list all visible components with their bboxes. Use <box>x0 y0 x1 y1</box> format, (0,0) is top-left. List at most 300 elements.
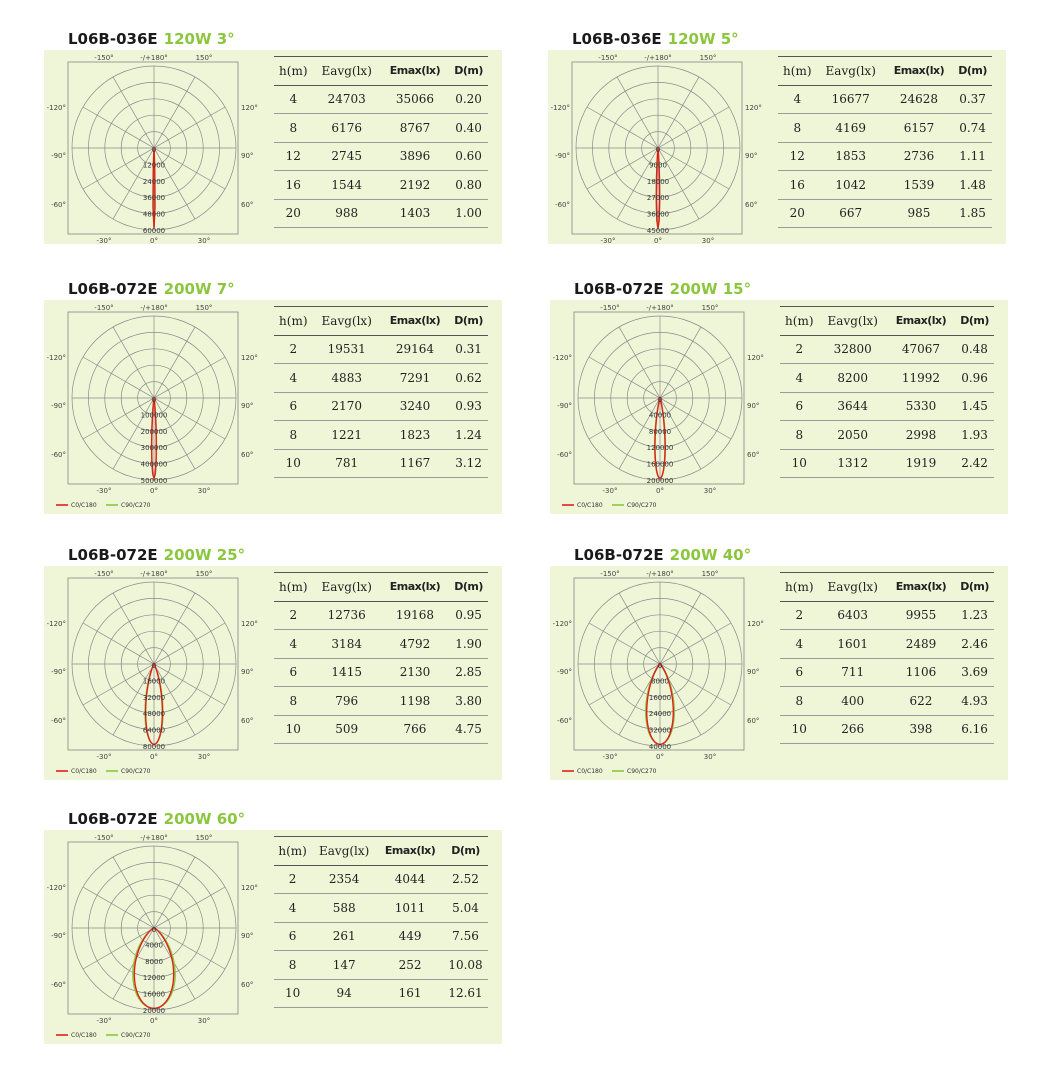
table-row <box>274 171 488 200</box>
column-header: D(m) <box>449 307 488 336</box>
model-name: L06B-072E <box>68 546 158 564</box>
table-cell: 3184 <box>313 630 381 659</box>
table-cell: 6403 <box>819 601 887 630</box>
table-cell: 10 <box>274 715 313 744</box>
table-cell: 1.85 <box>953 199 992 228</box>
angle-label: -/+180° <box>140 834 168 842</box>
block-title <box>574 546 751 568</box>
table-cell: 24703 <box>313 85 381 114</box>
angle-label: -90° <box>51 668 66 676</box>
angle-label: -120° <box>550 104 570 112</box>
table-cell: 1.93 <box>955 421 994 450</box>
table-header-row <box>780 573 994 602</box>
table-cell: 1167 <box>381 449 449 478</box>
table-cell: 1853 <box>817 142 885 171</box>
table-cell: 4 <box>778 85 817 114</box>
angle-label: 60° <box>241 451 254 459</box>
table-cell: 1403 <box>381 199 449 228</box>
angle-label: 90° <box>241 152 254 160</box>
ring-value-label: 8000 <box>651 677 669 686</box>
table-cell: 2745 <box>313 142 381 171</box>
table-cell: 8200 <box>819 364 887 393</box>
table-cell: 4792 <box>381 630 449 659</box>
angle-label: -90° <box>557 402 572 410</box>
angle-label: 0° <box>150 753 158 761</box>
angle-label: -150° <box>94 54 114 62</box>
ring-value-label: 16000 <box>648 693 672 702</box>
table-cell: 8767 <box>381 114 449 143</box>
model-name: L06B-036E <box>68 30 158 48</box>
polar-diagram <box>44 300 274 514</box>
column-header: Emax(lx) <box>381 57 449 86</box>
table-cell: 4 <box>780 630 819 659</box>
table-cell: 1.00 <box>449 199 488 228</box>
table-row <box>778 171 992 200</box>
angle-label: 30° <box>197 237 211 244</box>
angle-label: 30° <box>701 237 715 244</box>
table-cell: 400 <box>819 687 887 716</box>
column-header: D(m) <box>955 307 994 336</box>
table-cell: 6 <box>274 392 313 421</box>
table-cell: 449 <box>377 922 443 951</box>
legend-label-c90: C90/C270 <box>627 768 657 775</box>
ring-value-label: 0 <box>151 146 157 154</box>
table-row <box>780 658 994 687</box>
table-cell: 3644 <box>819 392 887 421</box>
table-cell: 6176 <box>313 114 381 143</box>
column-header: h(m) <box>274 307 313 336</box>
column-header: Emax(lx) <box>381 573 449 602</box>
polar-diagram <box>44 830 274 1044</box>
table-cell: 2.85 <box>449 658 488 687</box>
chart-legend <box>56 1032 151 1039</box>
table-cell: 398 <box>887 715 955 744</box>
angle-label: 120° <box>747 620 764 628</box>
angle-label: -60° <box>557 717 572 725</box>
table-cell: 6157 <box>885 114 953 143</box>
photometric-block <box>44 810 502 1042</box>
table-cell: 6 <box>274 658 313 687</box>
angle-label: -/+180° <box>644 54 672 62</box>
column-header: Eavg(lx) <box>313 307 381 336</box>
angle-label: 30° <box>703 753 717 761</box>
table-cell: 47067 <box>887 335 955 364</box>
table-cell: 2130 <box>381 658 449 687</box>
table-cell: 0.74 <box>953 114 992 143</box>
table-row <box>780 601 994 630</box>
ring-value-label: 45000 <box>646 227 670 235</box>
table-cell: 94 <box>311 979 377 1008</box>
model-name: L06B-072E <box>574 546 664 564</box>
angle-label: -150° <box>94 570 114 578</box>
table-cell: 2489 <box>887 630 955 659</box>
ring-value-label: 4000 <box>145 941 163 950</box>
chart-panel <box>550 566 1008 780</box>
ring-value-label: 40000 <box>648 411 672 420</box>
ring-value-label: 24000 <box>142 177 166 186</box>
column-header: Emax(lx) <box>885 57 953 86</box>
column-header: Eavg(lx) <box>311 837 377 866</box>
block-title <box>68 546 245 568</box>
table-cell: 12 <box>274 142 313 171</box>
block-title <box>574 280 751 302</box>
table-cell: 5.04 <box>443 894 488 923</box>
table-cell: 2.46 <box>955 630 994 659</box>
angle-label: 60° <box>747 717 760 725</box>
ring-value-label: 0 <box>151 926 157 934</box>
ring-value-label: 24000 <box>648 710 672 719</box>
table-cell: 3.80 <box>449 687 488 716</box>
table-cell: 4 <box>274 630 313 659</box>
chart-legend <box>562 768 657 775</box>
angle-label: -30° <box>600 237 616 244</box>
angle-label: -120° <box>552 620 572 628</box>
table-cell: 781 <box>313 449 381 478</box>
table-row <box>274 894 488 923</box>
table-row <box>274 630 488 659</box>
ring-value-label: 0 <box>655 146 661 154</box>
angle-label: 0° <box>150 1017 158 1025</box>
angle-label: 60° <box>747 451 760 459</box>
angle-label: -150° <box>94 304 114 312</box>
table-cell: 1.24 <box>449 421 488 450</box>
column-header: h(m) <box>778 57 817 86</box>
angle-label: 150° <box>195 54 213 62</box>
model-name: L06B-072E <box>68 280 158 298</box>
legend-label-c0: C0/C180 <box>577 502 603 509</box>
table-cell: 10 <box>274 449 313 478</box>
angle-label: -/+180° <box>140 54 168 62</box>
table-cell: 8 <box>274 951 311 980</box>
angle-label: 30° <box>703 487 717 495</box>
ring-value-label: 60000 <box>142 227 166 235</box>
table-cell: 711 <box>819 658 887 687</box>
ring-value-label: 160000 <box>646 460 674 469</box>
table-cell: 2 <box>274 601 313 630</box>
table-cell: 509 <box>313 715 381 744</box>
model-name: L06B-072E <box>574 280 664 298</box>
photometric-block <box>44 30 502 262</box>
table-cell: 1042 <box>817 171 885 200</box>
table-header-row <box>778 57 992 86</box>
table-cell: 4 <box>274 894 311 923</box>
ring-value-label: 200000 <box>646 477 674 485</box>
table-cell: 1106 <box>887 658 955 687</box>
table-cell: 1198 <box>381 687 449 716</box>
table-cell: 3.69 <box>955 658 994 687</box>
table-row <box>274 951 488 980</box>
angle-label: 150° <box>195 570 213 578</box>
angle-label: 0° <box>654 237 662 244</box>
illuminance-table <box>274 306 488 478</box>
table-cell: 4.75 <box>449 715 488 744</box>
chart-panel <box>44 566 502 780</box>
table-cell: 985 <box>885 199 953 228</box>
angle-label: -/+180° <box>140 304 168 312</box>
table-cell: 1.45 <box>955 392 994 421</box>
table-cell: 5330 <box>887 392 955 421</box>
ring-value-label: 80000 <box>648 427 672 436</box>
ring-value-label: 20000 <box>142 1007 166 1015</box>
angle-label: 150° <box>195 304 213 312</box>
table-cell: 0.37 <box>953 85 992 114</box>
column-header: h(m) <box>780 307 819 336</box>
table-cell: 147 <box>311 951 377 980</box>
table-row <box>274 85 488 114</box>
table-cell: 2 <box>780 335 819 364</box>
ring-value-label: 48000 <box>142 210 166 219</box>
table-cell: 19531 <box>313 335 381 364</box>
table-cell: 9955 <box>887 601 955 630</box>
block-title <box>572 30 739 52</box>
table-cell: 0.60 <box>449 142 488 171</box>
table-cell: 252 <box>377 951 443 980</box>
table-cell: 8 <box>780 421 819 450</box>
table-cell: 622 <box>887 687 955 716</box>
angle-label: -150° <box>600 570 620 578</box>
table-row <box>778 85 992 114</box>
angle-label: -90° <box>51 402 66 410</box>
angle-label: -150° <box>600 304 620 312</box>
angle-label: -/+180° <box>646 304 674 312</box>
column-header: Eavg(lx) <box>313 573 381 602</box>
ring-value-label: 16000 <box>142 990 166 999</box>
polar-diagram <box>550 300 780 514</box>
chart-legend <box>56 502 151 509</box>
table-cell: 588 <box>311 894 377 923</box>
table-cell: 4 <box>780 364 819 393</box>
table-cell: 2 <box>274 865 311 894</box>
angle-label: -60° <box>557 451 572 459</box>
legend-label-c0: C0/C180 <box>71 768 97 775</box>
angle-label: 120° <box>241 354 258 362</box>
angle-label: -120° <box>46 104 66 112</box>
table-row <box>780 421 994 450</box>
table-cell: 6.16 <box>955 715 994 744</box>
table-row <box>778 142 992 171</box>
table-cell: 1.11 <box>953 142 992 171</box>
ring-value-label: 40000 <box>648 743 672 751</box>
column-header: Emax(lx) <box>887 573 955 602</box>
illuminance-table <box>778 56 992 228</box>
table-cell: 12736 <box>313 601 381 630</box>
angle-label: 0° <box>150 487 158 495</box>
table-cell: 0.40 <box>449 114 488 143</box>
table-cell: 6 <box>780 392 819 421</box>
ring-value-label: 18000 <box>646 177 670 186</box>
angle-label: -30° <box>96 1017 112 1025</box>
angle-label: 90° <box>747 402 760 410</box>
table-cell: 3240 <box>381 392 449 421</box>
table-cell: 4883 <box>313 364 381 393</box>
photometric-block <box>550 546 1008 778</box>
power-beam-spec: 200W 25° <box>163 546 246 564</box>
chart-legend <box>562 502 657 509</box>
ring-value-label: 32000 <box>142 693 166 702</box>
angle-label: 120° <box>241 104 258 112</box>
legend-label-c90: C90/C270 <box>121 502 151 509</box>
table-cell: 2050 <box>819 421 887 450</box>
table-cell: 2 <box>780 601 819 630</box>
table-cell: 261 <box>311 922 377 951</box>
column-header: Eavg(lx) <box>819 573 887 602</box>
power-beam-spec: 120W 5° <box>667 30 739 48</box>
angle-label: 90° <box>745 152 758 160</box>
angle-label: 120° <box>241 884 258 892</box>
angle-label: -/+180° <box>646 570 674 578</box>
table-cell: 1.90 <box>449 630 488 659</box>
table-cell: 2 <box>274 335 313 364</box>
illuminance-table <box>274 836 488 1008</box>
table-cell: 4.93 <box>955 687 994 716</box>
table-row <box>274 449 488 478</box>
column-header: Emax(lx) <box>887 307 955 336</box>
table-cell: 10.08 <box>443 951 488 980</box>
table-row <box>780 392 994 421</box>
polar-diagram <box>548 50 778 244</box>
legend-label-c90: C90/C270 <box>121 768 151 775</box>
table-cell: 24628 <box>885 85 953 114</box>
angle-label: -90° <box>51 152 66 160</box>
angle-label: -60° <box>51 981 66 989</box>
table-row <box>780 630 994 659</box>
ring-value-label: 16000 <box>142 677 166 686</box>
table-cell: 20 <box>778 199 817 228</box>
angle-label: -30° <box>602 487 618 495</box>
column-header: h(m) <box>274 573 313 602</box>
ring-value-label: 9000 <box>649 161 667 170</box>
table-cell: 2.42 <box>955 449 994 478</box>
angle-label: 90° <box>241 932 254 940</box>
table-row <box>780 335 994 364</box>
column-header: D(m) <box>449 573 488 602</box>
table-cell: 8 <box>780 687 819 716</box>
angle-label: 90° <box>747 668 760 676</box>
table-cell: 7291 <box>381 364 449 393</box>
angle-label: 120° <box>241 620 258 628</box>
table-row <box>274 142 488 171</box>
photometric-block <box>44 546 502 778</box>
table-row <box>274 601 488 630</box>
column-header: D(m) <box>955 573 994 602</box>
chart-panel <box>44 50 502 244</box>
ring-value-label: 32000 <box>648 726 672 735</box>
column-header: Eavg(lx) <box>817 57 885 86</box>
column-header: h(m) <box>274 837 311 866</box>
angle-label: 60° <box>241 717 254 725</box>
table-cell: 2192 <box>381 171 449 200</box>
chart-panel <box>44 300 502 514</box>
table-row <box>274 392 488 421</box>
illuminance-table <box>274 56 488 228</box>
table-cell: 4 <box>274 85 313 114</box>
table-cell: 10 <box>780 715 819 744</box>
ring-value-label: 12000 <box>142 161 166 170</box>
table-row <box>274 199 488 228</box>
angle-label: -30° <box>602 753 618 761</box>
angle-label: -150° <box>598 54 618 62</box>
illuminance-table <box>274 572 488 744</box>
ring-value-label: 36000 <box>142 194 166 203</box>
angle-label: -120° <box>46 354 66 362</box>
photometric-block <box>548 30 1006 262</box>
table-cell: 6 <box>780 658 819 687</box>
table-cell: 12 <box>778 142 817 171</box>
angle-label: 30° <box>197 487 211 495</box>
legend-label-c90: C90/C270 <box>121 1032 151 1039</box>
table-cell: 266 <box>819 715 887 744</box>
table-cell: 32800 <box>819 335 887 364</box>
table-row <box>274 114 488 143</box>
table-header-row <box>274 573 488 602</box>
legend-label-c0: C0/C180 <box>71 1032 97 1039</box>
angle-label: -30° <box>96 487 112 495</box>
polar-diagram <box>44 566 274 780</box>
angle-label: 90° <box>241 402 254 410</box>
column-header: D(m) <box>953 57 992 86</box>
column-header: Eavg(lx) <box>313 57 381 86</box>
power-beam-spec: 200W 7° <box>163 280 235 298</box>
angle-label: -90° <box>557 668 572 676</box>
table-cell: 2.52 <box>443 865 488 894</box>
column-header: Eavg(lx) <box>819 307 887 336</box>
table-row <box>780 687 994 716</box>
table-cell: 4044 <box>377 865 443 894</box>
ring-value-label: 8000 <box>145 957 163 966</box>
illuminance-table <box>780 572 994 744</box>
chart-panel <box>548 50 1006 244</box>
model-name: L06B-036E <box>572 30 662 48</box>
table-cell: 988 <box>313 199 381 228</box>
angle-label: -150° <box>94 834 114 842</box>
table-row <box>778 199 992 228</box>
table-cell: 0.20 <box>449 85 488 114</box>
power-beam-spec: 200W 40° <box>669 546 752 564</box>
table-cell: 4169 <box>817 114 885 143</box>
table-row <box>778 114 992 143</box>
table-cell: 0.48 <box>955 335 994 364</box>
block-title <box>68 30 235 52</box>
table-cell: 0.31 <box>449 335 488 364</box>
table-row <box>274 335 488 364</box>
column-header: h(m) <box>780 573 819 602</box>
angle-label: 150° <box>699 54 717 62</box>
table-row <box>780 715 994 744</box>
table-cell: 11992 <box>887 364 955 393</box>
block-title <box>68 280 235 302</box>
ring-value-label: 500000 <box>140 477 168 485</box>
table-cell: 667 <box>817 199 885 228</box>
table-cell: 16 <box>778 171 817 200</box>
angle-label: -60° <box>51 201 66 209</box>
photometric-block <box>44 280 502 512</box>
chart-panel <box>550 300 1008 514</box>
legend-label-c90: C90/C270 <box>627 502 657 509</box>
angle-label: 60° <box>241 981 254 989</box>
table-cell: 6 <box>274 922 311 951</box>
ring-value-label: 48000 <box>142 710 166 719</box>
table-cell: 1221 <box>313 421 381 450</box>
table-cell: 12.61 <box>443 979 488 1008</box>
table-row <box>274 687 488 716</box>
table-cell: 766 <box>381 715 449 744</box>
ring-value-label: 200000 <box>140 427 168 436</box>
legend-label-c0: C0/C180 <box>577 768 603 775</box>
angle-label: -90° <box>555 152 570 160</box>
table-cell: 0.96 <box>955 364 994 393</box>
power-beam-spec: 200W 15° <box>669 280 752 298</box>
angle-label: 30° <box>197 1017 211 1025</box>
